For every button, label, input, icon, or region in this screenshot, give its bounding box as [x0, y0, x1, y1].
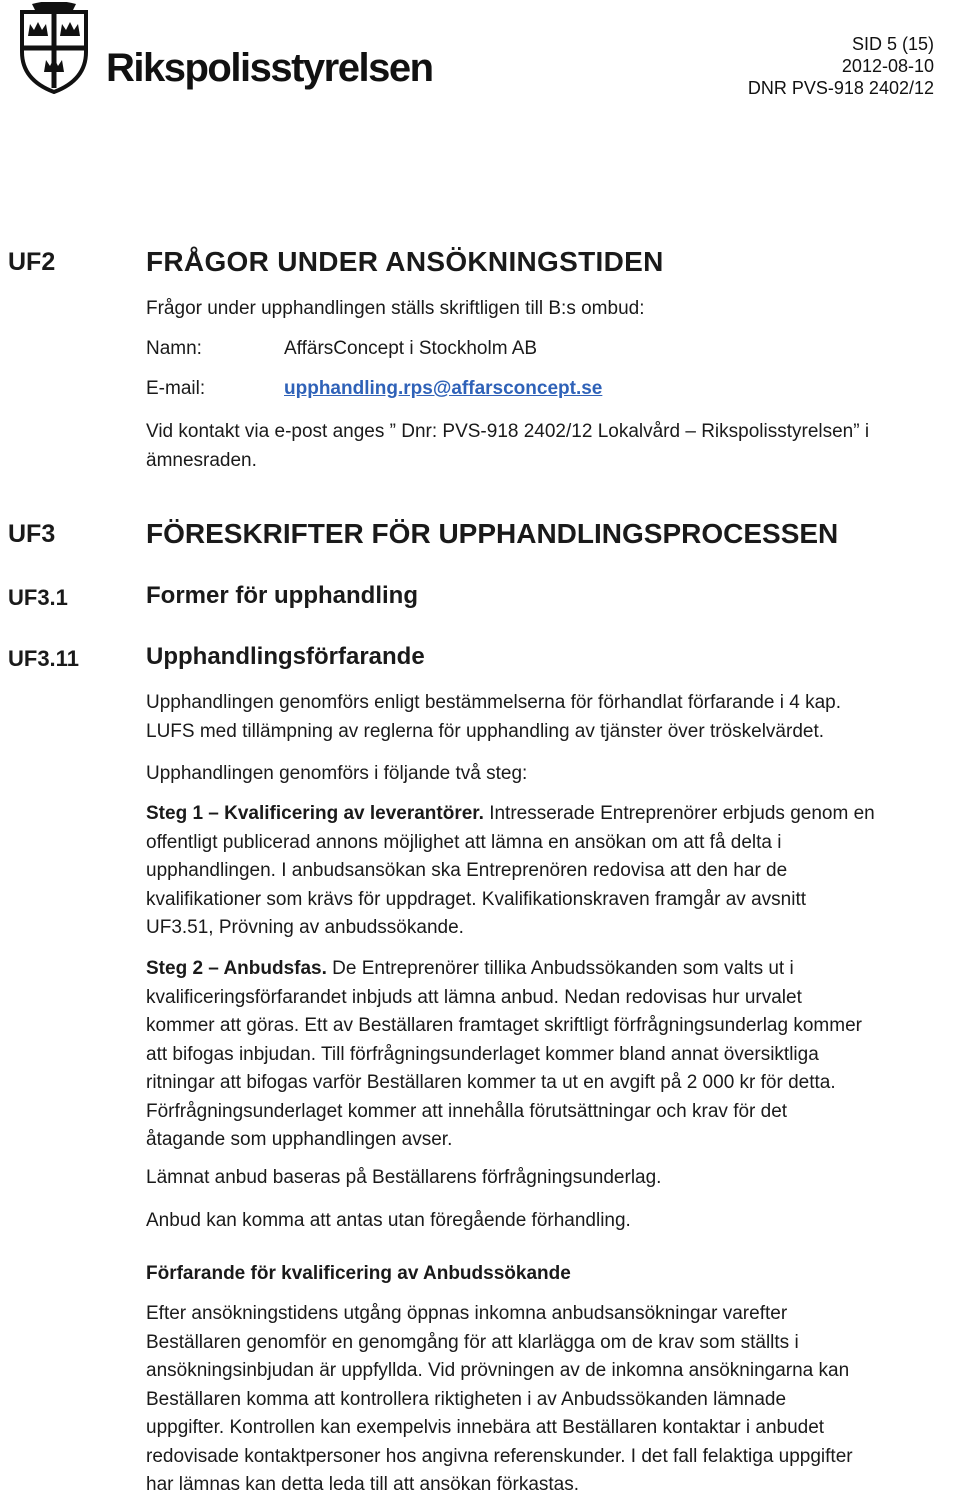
step-1-text: Intresserade Entreprenörer erbjuds genom en — [483, 803, 875, 824]
step-2-text: De Entreprenörer tillika Anbudssökanden som valts ut i — [326, 958, 794, 979]
text-line: Beställaren komma att kontrollera riktigheten i av Anbudssökanden lämnade — [146, 1388, 787, 1410]
text-line: uppgifter. Kontrollen kan exempelvis innebära att Beställaren kontaktar i anbudet — [146, 1417, 825, 1438]
contact-line-1: Vid kontakt via e-post anges ” Dnr: PVS-918 2402/12 Lokalvård – Rikspolisstyrelsen” i — [146, 421, 870, 442]
text-line: kvalificeringsförfarandet inbjuds att lämna anbud. Nedan redovisas hur urvalet — [146, 986, 802, 1008]
text-line: ritningar att bifogas varför Beställaren kommer ta ut en avgift på 2 000 kr för detta. — [146, 1072, 836, 1093]
text-line: upphandlingen. I anbudsansökan ska Entreprenören redovisa att den har de — [146, 860, 788, 881]
text-line: ansökningsinbjudan är uppfyllda. Vid prövningen av de inkomna ansökningarna kan — [146, 1360, 850, 1381]
text-line: kommer att göras. Ett av Beställaren framtaget skriftligt förfrågningsunderlag kommer — [146, 1015, 862, 1036]
text-line: offentligt publicerad annons möjlighet att lämna en ansökan om att få delta i — [146, 831, 782, 853]
subheading-qualification: Förfarande för kvalificering av Anbudssökande — [146, 1263, 571, 1284]
organization-logo-text: Rikspolisstyrelsen — [106, 46, 433, 90]
section-title-uf3-1: Former för upphandling — [146, 582, 418, 609]
text-line: Beställaren genomför en genomgång för att klarlägga om de krav som ställts i — [146, 1331, 799, 1353]
name-label: Namn: — [146, 338, 202, 359]
text-line — [146, 955, 960, 984]
text-line: redovisade kontaktpersoner hos angivna referenskunder. I det fall felaktiga uppgifter — [146, 1445, 853, 1467]
paragraph-qualification — [146, 1300, 960, 1500]
section-number-uf3-11: UF3.11 — [8, 646, 79, 671]
paragraph-step-2 — [146, 955, 960, 1155]
section-title-uf3-11: Upphandlingsförfarande — [146, 643, 425, 670]
text-line: Upphandlingen genomförs enligt bestämmelserna för förhandlat förfarande i 4 kap. — [146, 692, 841, 713]
section-title-uf3: FÖRESKRIFTER FÖR UPPHANDLINGSPROCESSEN — [146, 518, 839, 549]
email-link[interactable]: upphandling.rps@affarsconcept.se — [284, 378, 603, 399]
text-line: UF3.51, Prövning av anbudssökande. — [146, 917, 464, 938]
paragraph-acceptance: Anbud kan komma att antas utan föregående förhandling. — [146, 1210, 631, 1231]
text-line: kvalifikationer som krävs för uppdraget. Kvalifikationskraven framgår av avsnitt — [146, 888, 806, 910]
text-line: åtagande som upphandlingen avser. — [146, 1129, 453, 1150]
section-number-uf3-1: UF3.1 — [8, 585, 68, 610]
text-line — [146, 800, 960, 829]
name-value: AffärsConcept i Stockholm AB — [284, 338, 538, 359]
section-number-uf2: UF2 — [8, 248, 56, 276]
coat-of-arms-icon — [8, 2, 100, 94]
contact-line-2: ämnesraden. — [146, 450, 257, 471]
section-title-uf2: FRÅGOR UNDER ANSÖKNINGSTIDEN — [146, 246, 664, 277]
text-line: Efter ansökningstidens utgång öppnas inkomna anbudsansökningar varefter — [146, 1303, 788, 1324]
page-number: SID 5 (15) — [851, 34, 934, 54]
step-1-heading: Steg 1 – Kvalificering av leverantörer. — [146, 803, 484, 824]
text-line: Förfrågningsunderlaget kommer att innehålla förutsättningar och krav för det — [146, 1100, 788, 1122]
email-label: E-mail: — [146, 378, 206, 399]
paragraph-procedure — [146, 689, 960, 746]
paragraph-two-steps: Upphandlingen genomförs i följande två steg: — [146, 763, 528, 784]
paragraph-step-1 — [146, 800, 960, 943]
document-date: 2012-08-10 — [841, 56, 934, 76]
step-2-heading: Steg 2 – Anbudsfas. — [146, 958, 327, 979]
uf2-intro: Frågor under upphandlingen ställs skriftligen till B:s ombud: — [146, 298, 645, 319]
paragraph-basis: Lämnat anbud baseras på Beställarens förfrågningsunderlag. — [146, 1167, 662, 1188]
text-line: har lämnas kan detta leda till att ansökan förkastas. — [146, 1474, 580, 1495]
text-line: LUFS med tillämpning av reglerna för upphandling av tjänster över tröskelvärdet. — [146, 720, 825, 742]
text-line: att bifogas inbjudan. Till förfrågningsunderlaget kommer bland annat översiktliga — [146, 1043, 819, 1065]
section-number-uf3: UF3 — [8, 520, 56, 548]
document-dnr: DNR PVS-918 2402/12 — [747, 78, 934, 98]
